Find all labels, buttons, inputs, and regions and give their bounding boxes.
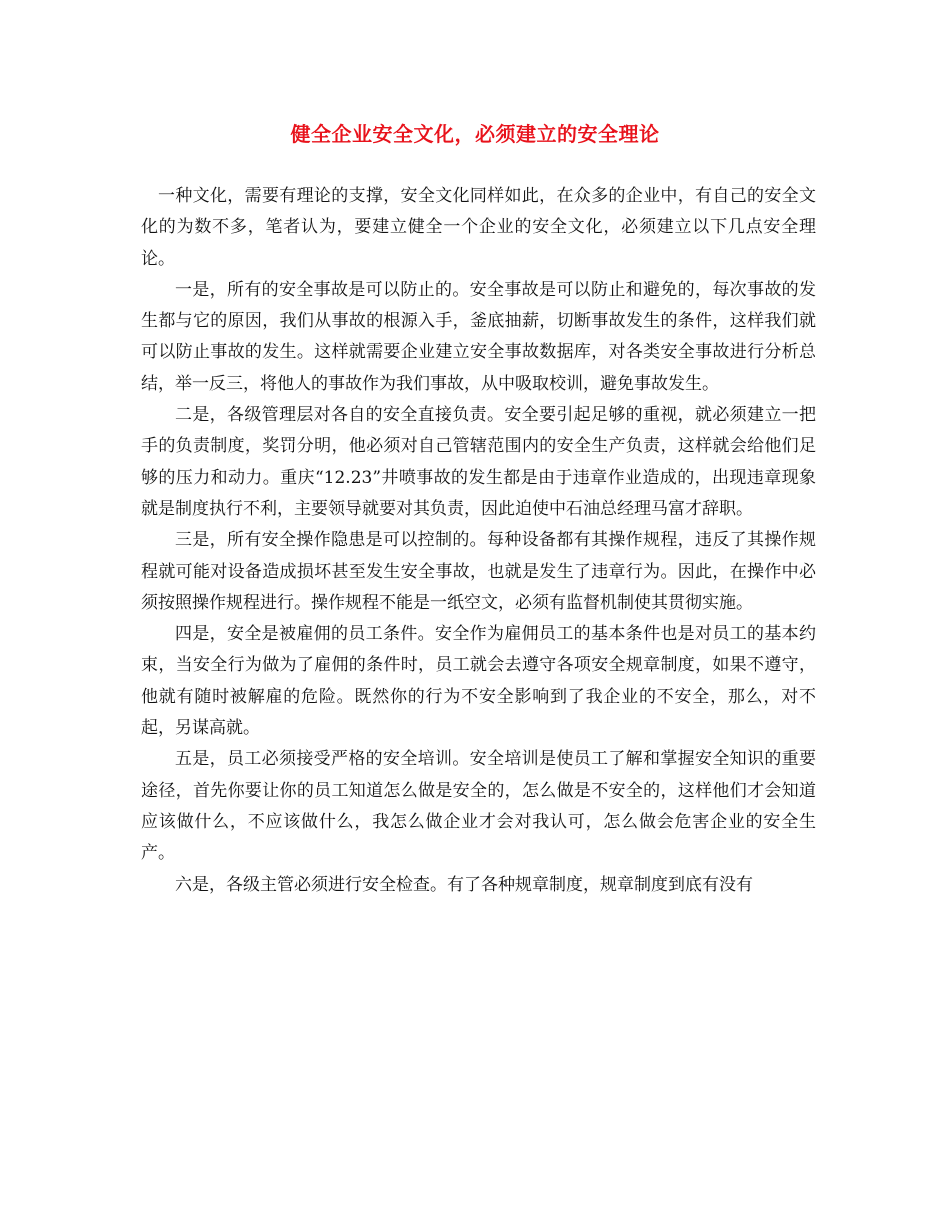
- document-body: [141, 181, 816, 901]
- paragraph-intro: 一种文化，需要有理论的支撑，安全文化同样如此，在众多的企业中，有自己的安全文化的为数不多，笔者认为，要建立健全一个企业的安全文化，必须建立以下几点安全理论。: [141, 186, 816, 269]
- paragraph-point-2: 二是，各级管理层对各自的安全直接负责。安全要引起足够的重视，就必须建立一把手的负责制度，奖罚分明，他必须对自己管辖范围内的安全生产负责，这样就会给他们足够的压力和动力。重庆“12.23”井喷事故的发生都是由于违章作业造成的，出现违章现象就是制度执行不利，主要领导就要对其负责，因此迫使中石油总经理马富才辞职。: [141, 405, 816, 519]
- paragraph-point-1: 一是，所有的安全事故是可以防止的。安全事故是可以防止和避免的，每次事故的发生都与它的原因，我们从事故的根源入手，釜底抽薪，切断事故发生的条件，这样我们就可以防止事故的发生。这样就需要企业建立安全事故数据库，对各类安全事故进行分析总结，举一反三，将他人的事故作为我们事故，从中吸取校训，避免事故发生。: [141, 279, 816, 394]
- paragraph-point-4: 四是，安全是被雇佣的员工条件。安全作为雇佣员工的基本条件也是对员工的基本约束，当安全行为做为了雇佣的条件时，员工就会去遵守各项安全规章制度，如果不遵守，他就有随时被解雇的危险。既然你的行为不安全影响到了我企业的不安全，那么，对不起，另谋高就。: [141, 624, 816, 739]
- paragraph-point-3: 三是，所有安全操作隐患是可以控制的。每种设备都有其操作规程，违反了其操作规程就可能对设备造成损坏甚至发生安全事故，也就是发生了违章行为。因此，在操作中必须按照操作规程进行。操作规程不能是一纸空文，必须有监督机制使其贯彻实施。: [141, 530, 816, 613]
- paragraph-point-6: 六是，各级主管必须进行安全检查。有了各种规章制度，规章制度到底有没有: [175, 874, 753, 895]
- paragraph-point-5: 五是，员工必须接受严格的安全培训。安全培训是使员工了解和掌握安全知识的重要途径，首先你要让你的员工知道怎么做是安全的，怎么做是不安全的，这样他们才会知道应该做什么，不应该做什么，我怎么做企业才会对我认可，怎么做会危害企业的安全生产。: [141, 749, 816, 864]
- document-title: 健全企业安全文化，必须建立的安全理论: [290, 122, 660, 146]
